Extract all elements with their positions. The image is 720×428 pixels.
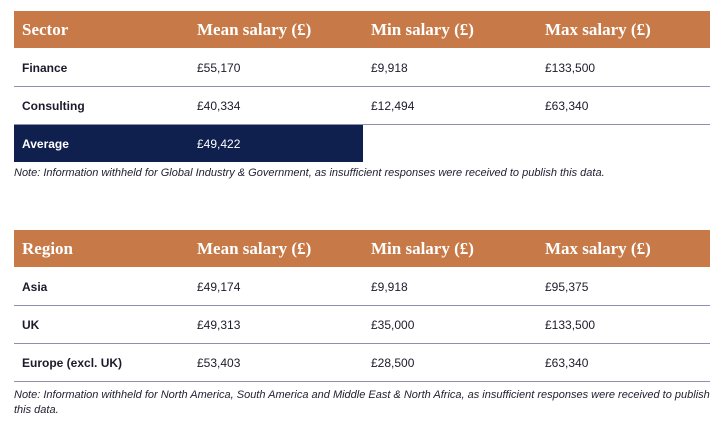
min-salary: £9,918 [363,49,537,87]
sector-header-min: Min salary (£) [363,11,537,49]
min-salary: £12,494 [363,87,537,125]
sector-header-sector: Sector [14,11,189,49]
table-row [14,49,710,87]
sector-header-row [14,11,710,49]
min-salary: £35,000 [363,306,537,344]
region-header-mean: Mean salary (£) [189,230,363,268]
empty-cell [537,125,710,163]
average-mean-salary: £49,422 [189,125,363,163]
region-note: Note: Information withheld for North America, South America and Middle East & North Africa, as insufficient responses were received to publish this data. [14,389,710,416]
empty-cell [363,125,537,163]
mean-salary: £55,170 [189,49,363,87]
table-row [14,268,710,306]
sector-header-mean: Mean salary (£) [189,11,363,49]
average-row [14,125,710,163]
region-name: Asia [14,268,189,306]
min-salary: £9,918 [363,268,537,306]
region-header-max: Max salary (£) [537,230,710,268]
region-header-min: Min salary (£) [363,230,537,268]
region-name: Europe (excl. UK) [14,344,189,382]
sector-name: Finance [14,49,189,87]
region-header-region: Region [14,230,189,268]
table-row [14,306,710,344]
max-salary: £133,500 [537,49,710,87]
average-label: Average [14,125,189,163]
table-row [14,344,710,382]
sector-header-max: Max salary (£) [537,11,710,49]
max-salary: £133,500 [537,306,710,344]
region-salary-table [14,230,710,382]
mean-salary: £49,174 [189,268,363,306]
table-row [14,87,710,125]
sector-name: Consulting [14,87,189,125]
max-salary: £63,340 [537,344,710,382]
region-header-row [14,230,710,268]
region-name: UK [14,306,189,344]
max-salary: £95,375 [537,268,710,306]
min-salary: £28,500 [363,344,537,382]
mean-salary: £53,403 [189,344,363,382]
max-salary: £63,340 [537,87,710,125]
sector-salary-table [14,11,710,162]
mean-salary: £40,334 [189,87,363,125]
sector-note: Note: Information withheld for Global Industry & Government, as insufficient responses were received to publish this data. [14,167,605,179]
mean-salary: £49,313 [189,306,363,344]
